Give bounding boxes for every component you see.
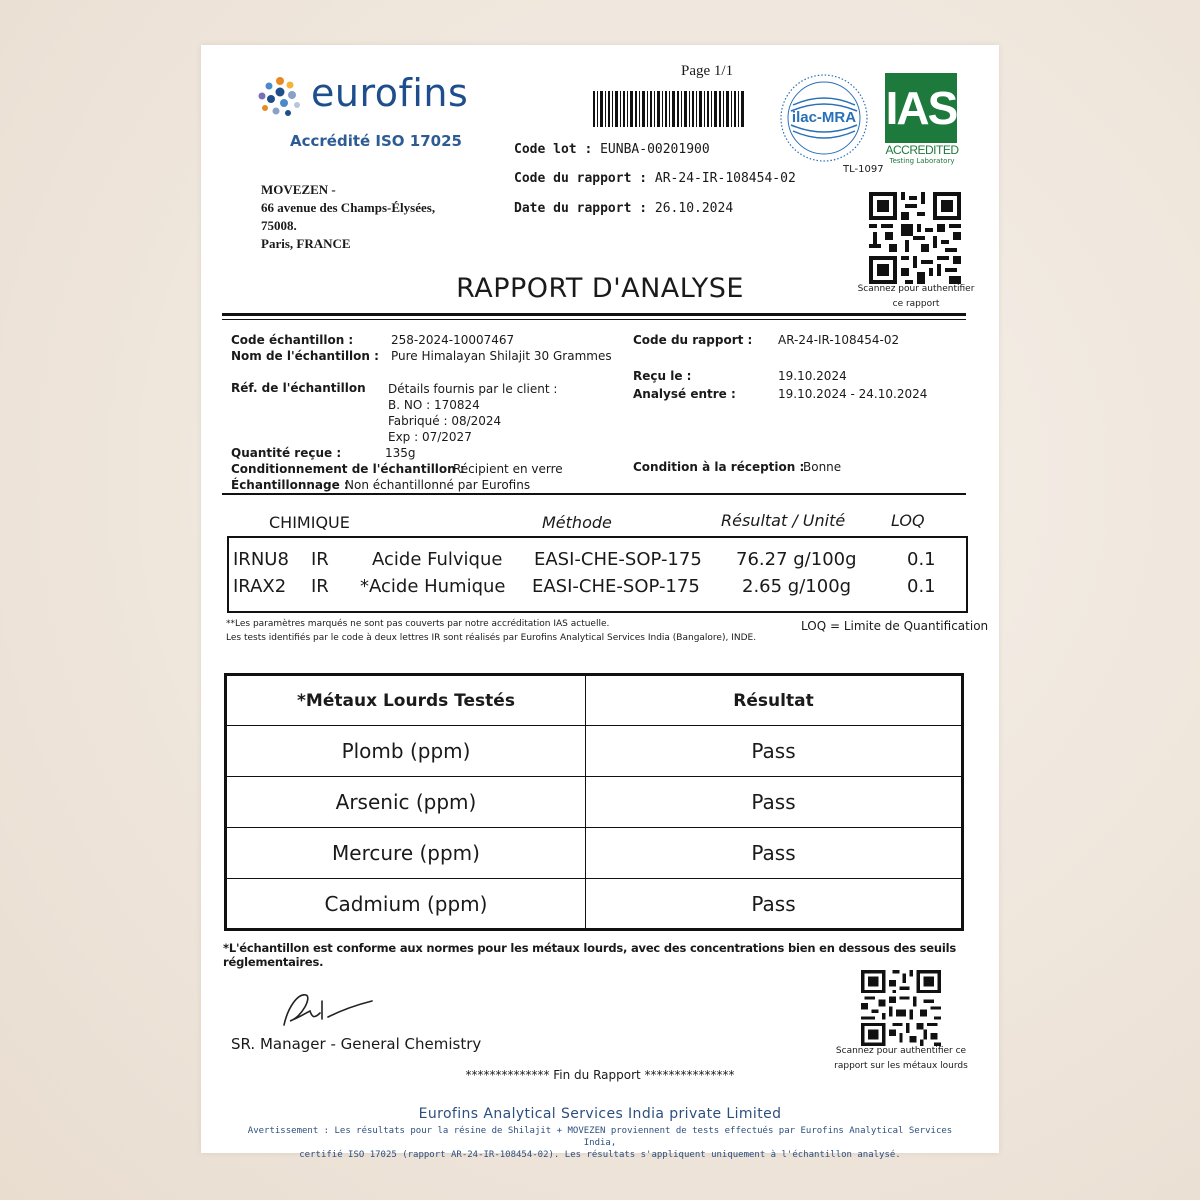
chem-row-name: *Acide Humique bbox=[360, 576, 506, 597]
chem-row-code: IRAX2 bbox=[233, 576, 287, 597]
ias-lab: Testing Laboratory bbox=[889, 157, 955, 165]
company-name: Eurofins Analytical Services India private Limited bbox=[418, 1106, 782, 1122]
metal-cell: Arsenic (ppm) bbox=[226, 777, 586, 828]
divider bbox=[222, 319, 966, 320]
chemistry-table bbox=[227, 536, 968, 613]
report-code-header: Code du rapport : AR-24-IR-108454-02 bbox=[514, 171, 796, 186]
page-number: Page 1/1 bbox=[681, 63, 734, 79]
ias-logo: IAS bbox=[885, 73, 957, 143]
divider bbox=[222, 493, 966, 495]
condition-value: Bonne bbox=[803, 460, 842, 474]
quantity-value: 135g bbox=[385, 446, 416, 460]
metal-cell: Cadmium (ppm) bbox=[226, 879, 586, 930]
report-date: Date du rapport : 26.10.2024 bbox=[514, 201, 734, 216]
tl-code: TL-1097 bbox=[843, 164, 884, 175]
quantity-label: Quantité reçue : bbox=[231, 446, 342, 460]
qr-caption: Scannez pour authentifier ce rapport bbox=[857, 284, 975, 309]
chem-row-lab: IR bbox=[311, 576, 329, 597]
table-row bbox=[226, 777, 963, 828]
accreditation-label: Accrédité ISO 17025 bbox=[290, 132, 462, 150]
sample-code-label: Code échantillon : bbox=[231, 333, 354, 347]
sample-ref-label: Réf. de l'échantillon bbox=[231, 381, 366, 395]
client-street: 66 avenue des Champs-Élysées, bbox=[261, 200, 436, 215]
eurofins-logo-icon bbox=[257, 77, 303, 117]
chimique-header: CHIMIQUE bbox=[269, 513, 350, 532]
loq-note: LOQ = Limite de Quantification bbox=[801, 619, 989, 633]
report-sheet bbox=[201, 45, 999, 1160]
resultat-header: Résultat / Unité bbox=[721, 511, 846, 530]
chem-row-code: IRNU8 bbox=[233, 549, 289, 570]
packaging-value: Récipient en verre bbox=[453, 462, 563, 476]
lab-code-note: Les tests identifiés par le code à deux lettres IR sont réalisés par Eurofins Analytical Services India (Bangalore), INDE. bbox=[226, 633, 757, 643]
metal-header: *Métaux Lourds Testés bbox=[226, 675, 586, 726]
loq-header: LOQ bbox=[891, 511, 925, 530]
received-label: Reçu le : bbox=[633, 369, 692, 383]
methode-header: Méthode bbox=[542, 513, 612, 532]
chem-row-lab: IR bbox=[311, 549, 329, 570]
condition-label: Condition à la réception : bbox=[633, 460, 805, 474]
received-value: 19.10.2024 bbox=[778, 369, 847, 383]
chem-row-result: 2.65 g/100g bbox=[742, 576, 852, 597]
end-of-report: ************** Fin du Rapport *************** bbox=[465, 1068, 735, 1082]
chem-row-result: 76.27 g/100g bbox=[736, 549, 857, 570]
chem-row-loq: 0.1 bbox=[907, 576, 936, 597]
result-cell: Pass bbox=[586, 726, 963, 777]
analysed-label: Analysé entre : bbox=[633, 387, 736, 401]
qr-code-icon bbox=[869, 192, 961, 284]
accreditation-note: **Les paramètres marqués ne sont pas couverts par notre accréditation IAS actuelle. bbox=[226, 619, 610, 629]
ilac-text: ilac-MRA bbox=[791, 109, 857, 126]
qr-code-icon bbox=[861, 970, 941, 1046]
conformity-statement: *L'échantillon est conforme aux normes pour les métaux lourds, avec des concentrations bien en dessous des seuils réglementaires. bbox=[223, 941, 957, 969]
sampling-label: Échantillonnage : bbox=[231, 478, 349, 492]
client-city: Paris, FRANCE bbox=[261, 236, 351, 251]
chem-row-method: EASI-CHE-SOP-175 bbox=[532, 576, 700, 597]
report-code-label: Code du rapport : bbox=[633, 333, 753, 347]
heavy-metals-table bbox=[224, 673, 964, 931]
client-address bbox=[261, 181, 435, 253]
report-code-value: AR-24-IR-108454-02 bbox=[778, 333, 900, 347]
barcode-icon bbox=[593, 91, 745, 127]
result-cell: Pass bbox=[586, 777, 963, 828]
result-cell: Pass bbox=[586, 828, 963, 879]
chem-row-method: EASI-CHE-SOP-175 bbox=[534, 549, 702, 570]
sample-name-label: Nom de l'échantillon : bbox=[231, 349, 379, 363]
sample-ref-details: Détails fournis par le client : B. NO : 170824 Fabriqué : 08/2024 Exp : 07/2027 bbox=[388, 382, 558, 444]
table-row bbox=[226, 726, 963, 777]
lot-code: Code lot : EUNBA-00201900 bbox=[514, 142, 710, 157]
page-title: RAPPORT D'ANALYSE bbox=[456, 273, 744, 304]
ilac-mra-seal-icon bbox=[779, 73, 869, 163]
metal-cell: Plomb (ppm) bbox=[226, 726, 586, 777]
eurofins-logo-text: eurofins bbox=[311, 71, 469, 115]
chem-row-name: Acide Fulvique bbox=[372, 549, 503, 570]
disclaimer: Avertissement : Les résultats pour la résine de Shilajit + MOVEZEN proviennent de tests effectués par Eurofins Analytical Services India, certifié ISO 17025 (rapport AR-24-IR-108454-02). Les résultats s'appliquent uniquement à l'échantillon analysé. bbox=[247, 1126, 953, 1160]
table-header-row bbox=[226, 675, 963, 726]
qr-caption: Scannez pour authentifier ce rapport sur les métaux lourds bbox=[834, 1046, 968, 1071]
table-row bbox=[226, 879, 963, 930]
ias-accredited: ACCREDITED bbox=[885, 143, 959, 157]
result-cell: Pass bbox=[586, 879, 963, 930]
client-name: MOVEZEN - bbox=[261, 182, 336, 197]
chem-row-loq: 0.1 bbox=[907, 549, 936, 570]
client-postcode: 75008. bbox=[261, 218, 297, 233]
divider bbox=[222, 313, 966, 316]
metal-cell: Mercure (ppm) bbox=[226, 828, 586, 879]
analysed-value: 19.10.2024 - 24.10.2024 bbox=[778, 387, 928, 401]
sampling-value: Non échantillonné par Eurofins bbox=[345, 478, 531, 492]
sample-name-value: Pure Himalayan Shilajit 30 Grammes bbox=[391, 349, 612, 363]
result-header: Résultat bbox=[586, 675, 963, 726]
packaging-label: Conditionnement de l'échantillon : bbox=[231, 462, 465, 476]
signatory-title: SR. Manager - General Chemistry bbox=[231, 1035, 482, 1053]
table-row bbox=[226, 828, 963, 879]
signature-icon bbox=[276, 987, 376, 1031]
sample-code-value: 258-2024-10007467 bbox=[391, 333, 515, 347]
